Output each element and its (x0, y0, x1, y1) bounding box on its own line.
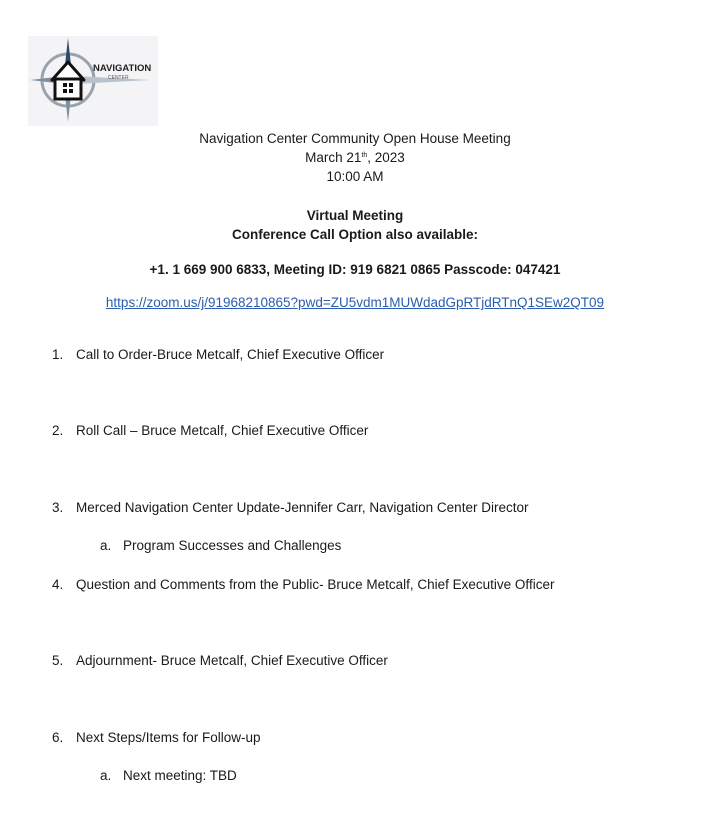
agenda-item-1 (52, 347, 384, 362)
agenda-subitem-letter: a. (100, 768, 112, 783)
navigation-center-logo (28, 36, 158, 126)
zoom-link-row (0, 294, 710, 312)
agenda-item-5 (52, 653, 388, 668)
virtual-meeting-heading: Virtual Meeting (306, 208, 404, 223)
agenda-item-number: 1. (52, 347, 64, 362)
svg-text:CENTER: CENTER (108, 75, 129, 81)
agenda-item-text: Adjournment- Bruce Metcalf, Chief Executive Officer (76, 653, 388, 668)
agenda-item-number: 3. (52, 500, 64, 515)
conference-call-heading: Conference Call Option also available: (231, 227, 479, 242)
meeting-title: Navigation Center Community Open House Meeting (199, 131, 511, 146)
agenda-item-2 (52, 423, 368, 438)
agenda-subitem-text: Next meeting: TBD (123, 768, 237, 783)
agenda-item-4 (52, 577, 554, 592)
zoom-link[interactable]: https://zoom.us/j/91968210865?pwd=ZU5vdm1MUWdadGpRTjdRTnQ1SEw2QT09 (105, 295, 605, 310)
agenda-item-number: 6. (52, 730, 64, 745)
agenda-subitem-text: Program Successes and Challenges (123, 538, 342, 553)
agenda-item-text: Roll Call – Bruce Metcalf, Chief Executive Officer (76, 423, 369, 438)
agenda-item-number: 2. (52, 423, 64, 438)
agenda-item-number: 4. (52, 577, 64, 592)
call-in-details: +1. 1 669 900 6833, Meeting ID: 919 6821 0865 Passcode: 047421 (149, 262, 561, 277)
svg-text:NAVIGATION: NAVIGATION (93, 63, 152, 74)
agenda-item-text: Question and Comments from the Public- Bruce Metcalf, Chief Executive Officer (76, 577, 555, 592)
meeting-time: 10:00 AM (326, 169, 384, 184)
meeting-date: March 21th, 2023 (305, 150, 405, 165)
agenda-item-6 (52, 730, 261, 745)
agenda-subitem-3a (100, 538, 341, 553)
agenda-item-text: Call to Order-Bruce Metcalf, Chief Executive Officer (76, 347, 385, 362)
agenda-subitem-6a (100, 768, 237, 783)
agenda-item-text: Next Steps/Items for Follow-up (76, 730, 261, 745)
agenda-item-text: Merced Navigation Center Update-Jennifer Carr, Navigation Center Director (76, 500, 529, 515)
agenda-item-number: 5. (52, 653, 64, 668)
agenda-subitem-letter: a. (100, 538, 112, 553)
agenda-item-3 (52, 500, 528, 515)
